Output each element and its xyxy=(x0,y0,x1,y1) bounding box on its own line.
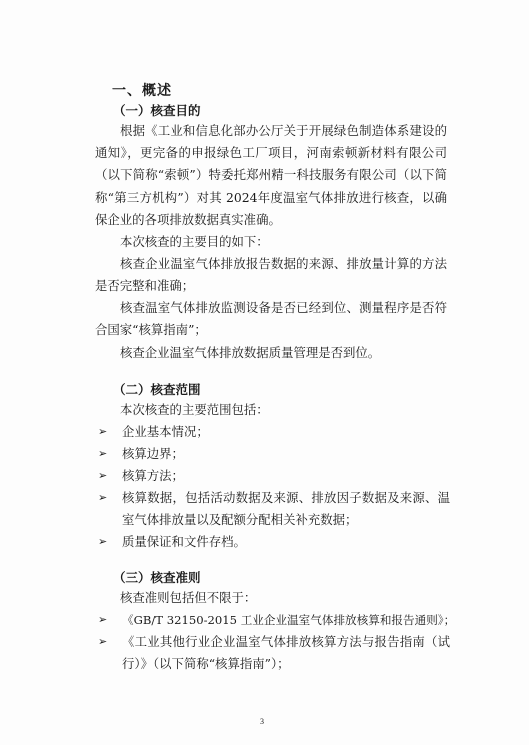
arrow-bullet-icon: ➢ xyxy=(98,425,108,438)
scope-item-3 xyxy=(98,465,450,487)
purpose-intro-paragraph: 根据《工业和信息化部办公厅关于开展绿色制造体系建设的通知》，更完备的申报绿色工厂项目，河南索顿新材料有限公司（以下简称“索顿”）特委托郑州精一科技服务有限公司（以下简称“第三方机构”）对其 2024年度温室气体排放进行核查，以确保企业的各项排放数据真实准确。 xyxy=(95,123,447,227)
scope-item-text: 质量保证和文件存档。 xyxy=(122,534,246,549)
aim-item-3: 核查企业温室气体排放数据质量管理是否到位。 xyxy=(120,345,381,360)
scope-item-1 xyxy=(98,421,450,443)
arrow-bullet-icon: ➢ xyxy=(98,469,108,482)
aims-intro: 本次核查的主要目的如下： xyxy=(120,234,269,249)
arrow-bullet-icon: ➢ xyxy=(98,447,108,460)
criteria-item-text: 《工业其他行业企业温室气体排放核算方法与报告指南（试行）》（以下简称“核算指南”）； xyxy=(122,634,450,671)
criteria-item-2 xyxy=(98,631,450,675)
scope-item-4 xyxy=(98,487,450,531)
aim-item-2: 核查温室气体排放监测设备是否已经到位、测量程序是否符合国家“核算指南”； xyxy=(95,300,447,338)
scope-heading: （二）核查范围 xyxy=(113,382,201,397)
arrow-bullet-icon: ➢ xyxy=(98,613,108,626)
criteria-heading: （三）核查准则 xyxy=(113,570,201,585)
page-number: 3 xyxy=(260,717,264,726)
scope-item-text: 核算数据，包括活动数据及来源、排放因子数据及来源、温室气体排放量以及配额分配相关补充数据； xyxy=(122,490,450,527)
criteria-item-text: 《GB/T 32150-2015 工业企业温室气体排放核算和报告通则》； xyxy=(122,613,456,627)
arrow-bullet-icon: ➢ xyxy=(98,635,108,648)
arrow-bullet-icon: ➢ xyxy=(98,535,108,548)
scope-intro: 本次核查的主要范围包括： xyxy=(120,402,269,417)
purpose-heading: （一）核查目的 xyxy=(113,103,201,118)
scope-item-2 xyxy=(98,443,450,465)
criteria-item-1 xyxy=(98,609,456,631)
scope-item-5 xyxy=(98,531,450,553)
scope-item-text: 核算方法； xyxy=(122,468,184,483)
scope-item-text: 核算边界； xyxy=(122,446,184,461)
section-title: 一、概述 xyxy=(112,83,172,99)
arrow-bullet-icon: ➢ xyxy=(98,491,108,504)
criteria-intro: 核查准则包括但不限于： xyxy=(120,590,257,605)
aim-item-1: 核查企业温室气体排放报告数据的来源、排放量计算的方法是否完整和准确； xyxy=(95,256,447,294)
scope-item-text: 企业基本情况； xyxy=(122,424,209,439)
